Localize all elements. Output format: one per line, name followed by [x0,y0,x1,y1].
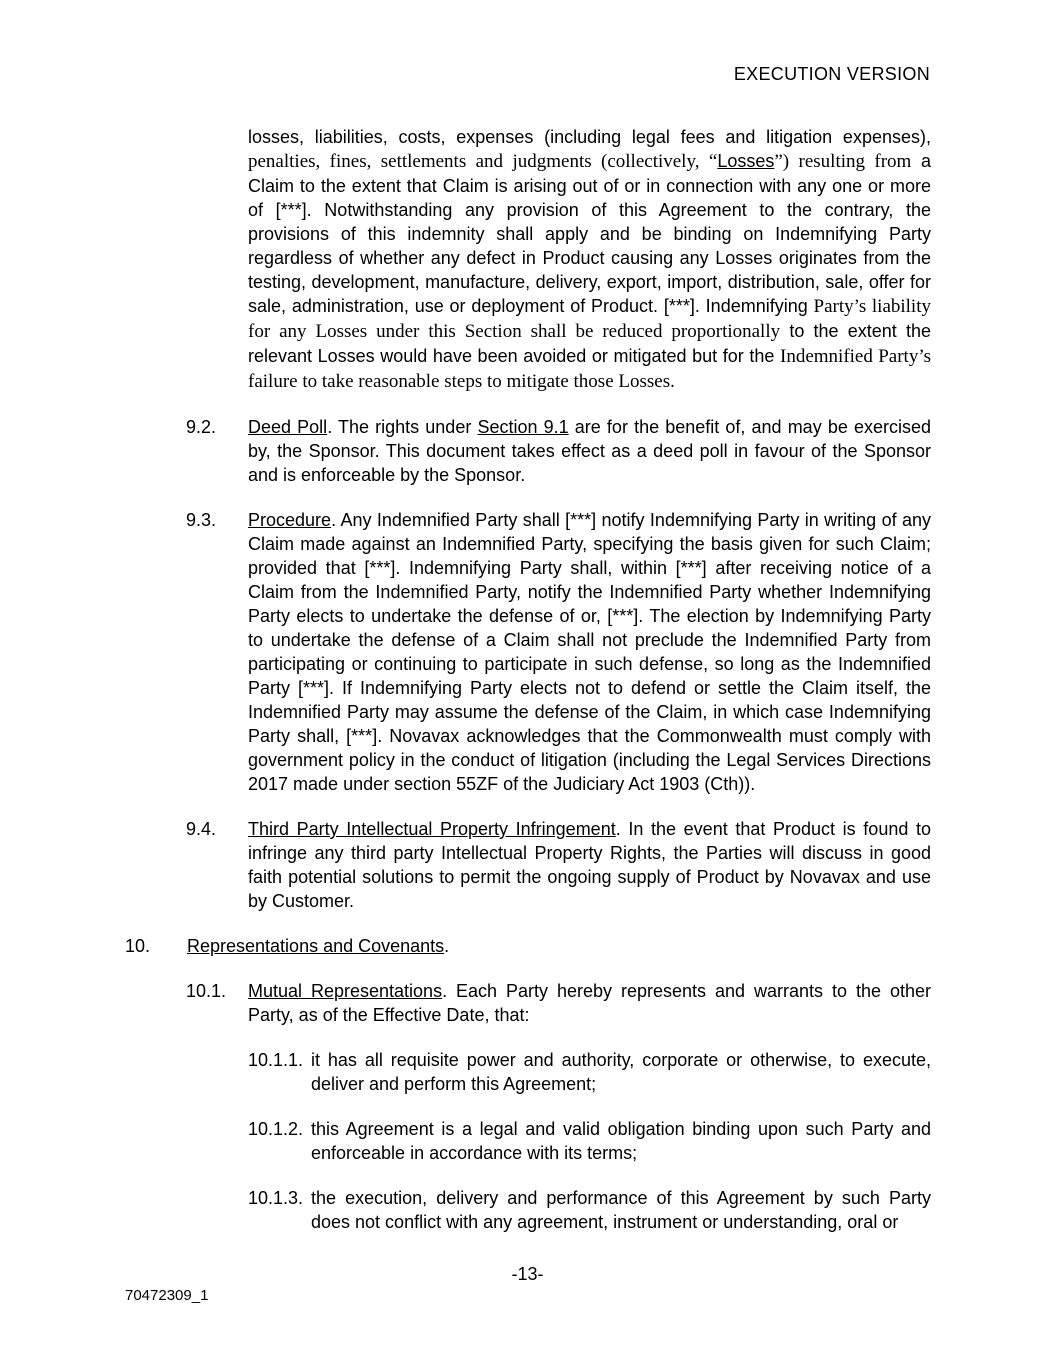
section-text [248,415,931,487]
section-10-1 [125,979,931,1027]
section-cross-reference: Section 9.1 [477,417,569,437]
section-9-4 [125,817,931,913]
section-body: the execution, delivery and performance of this Agreement by such Party does not conflict with any agreement, instrument or understanding, oral or [311,1188,931,1232]
losses-defined-term: Losses [717,151,775,171]
section-number: 9.3. [186,510,217,530]
continuation-text-7: to the extent the relevant Losses would have been avoided or mitigated but for the [248,321,931,366]
section-number: 10.1. [186,981,227,1001]
page-number: -13- [511,1264,544,1284]
continuation-text-8: Indemnified Party’s failure to take reasonable steps to mitigate those Losses. [248,346,931,392]
section-text-1: . The rights under [327,417,478,437]
section-text [187,934,931,958]
section-heading: Third Party Intellectual Property Infringement [248,819,616,839]
section-text-2: are for the benefit of, and may be exercised by, the Sponsor. This document takes effect as a deed poll in favour of the Sponsor and is enforceable by the Sponsor. [248,417,932,485]
section-body: it has all requisite power and authority, corporate or otherwise, to execute, deliver and perform this Agreement; [311,1050,931,1094]
continuation-text-4: ”) resulting from [774,151,912,172]
section-9-3 [125,508,931,796]
continuation-text-6: Party’s liability for any Losses under this Section shall be reduced proportionally [248,296,931,342]
section-body: . In the event that Product is found to infringe any third party Intellectual Property Rights, the Parties will discuss in good faith potential solutions to permit the ongoing supply of Product by Novavax and use by Customer. [248,819,931,911]
continuation-text-2: penalties, fines, settlements and judgments (collectively, “ [248,151,718,172]
section-body: this Agreement is a legal and valid obligation binding upon such Party and enforceable in accordance with its terms; [311,1119,931,1163]
section-number: 10.1.2. [248,1119,304,1139]
section-heading: Procedure [248,510,332,530]
section-body: . [444,936,450,956]
section-number: 10.1.1. [248,1050,304,1070]
section-body: . Any Indemnified Party shall [***] notify Indemnifying Party in writing of any Claim made against an Indemnified Party, specifying the basis given for such Claim; provided that [***]. Indemnifying Party shall, within [***] after receiving notice of a Claim from the Indemnified Party, notify the Indemnified Party whether Indemnifying Party elects to undertake the defense of or, [***]. The election by Indemnifying Party to undertake the defense of a Claim shall not preclude the Indemnified Party from participating or continuing to participate in such defense, so long as the Indemnified Party [***]. If Indemnifying Party elects not to defend or settle the Claim itself, the Indemnified Party may assume the defense of the Claim, in which case Indemnifying Party shall, [***]. Novavax acknowledges that the Commonwealth must comply with government policy in the conduct of litigation (including the Legal Services Directions 2017 made under section 55ZF of the Judiciary Act 1903 (Cth)). [248,510,931,794]
section-number: 10. [125,936,151,956]
section-heading: Mutual Representations [248,981,443,1001]
section-10 [125,934,931,958]
section-heading: Representations and Covenants [187,936,445,956]
document-id: 70472309_1 [125,1287,209,1304]
section-body: . Each Party hereby represents and warrants to the other Party, as of the Effective Date, that: [248,981,931,1025]
section-number: 9.4. [186,819,217,839]
section-text [248,979,931,1027]
section-text [248,817,931,913]
section-number: 9.2. [186,417,217,437]
section-10-1-1 [125,1048,931,1096]
continuation-text-1: losses, liabilities, costs, expenses (including legal fees and litigation expenses), [248,127,931,147]
indemnity-continuation-paragraph [248,125,931,394]
header-label: EXECUTION VERSION [733,64,930,84]
continuation-text-5: a Claim to the extent that Claim is arising out of or in connection with any one or more of [***]. Notwithstanding any provision of this Agreement to the contrary, the provisions of this indemnity shall apply and be binding on Indemnifying Party regardless of whether any defect in Product causing any Losses originates from the testing, development, manufacture, delivery, export, import, distribution, sale, offer for sale, administration, use or deployment of Product. [***]. Indemnifying [248,151,931,316]
section-10-1-3 [125,1186,931,1234]
section-10-1-2 [125,1117,931,1165]
document-body [125,125,931,1234]
section-number: 10.1.3. [248,1188,304,1208]
section-9-2 [125,415,931,487]
section-text [248,508,931,796]
section-heading: Deed Poll [248,417,328,437]
